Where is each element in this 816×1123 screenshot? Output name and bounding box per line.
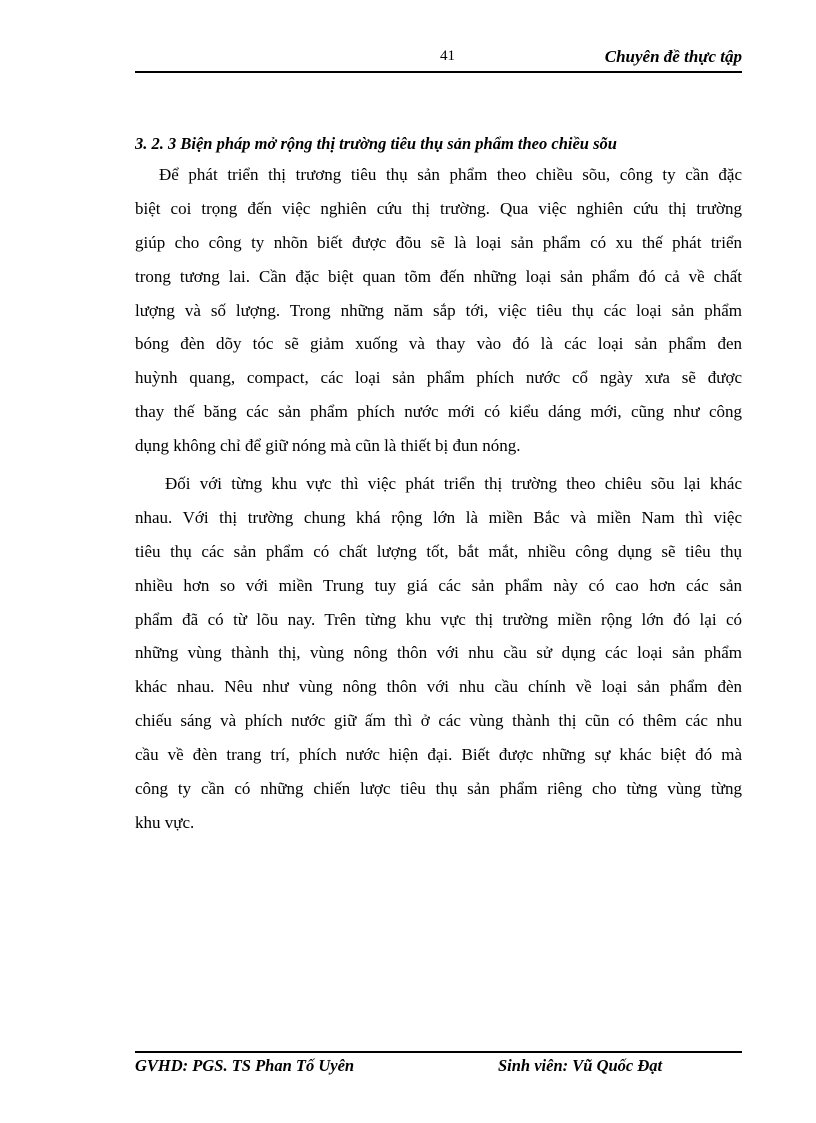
footer-advisor: GVHD: PGS. TS Phan Tố Uyên <box>135 1056 355 1075</box>
text-line: công ty cần có những chiến lược tiêu thụ sản phẩm riêng cho từng vùng từng <box>135 779 742 799</box>
text-line: giúp cho công ty nhõn biết được đõu sẽ là loại sản phẩm có xu thế phát triển <box>135 232 742 252</box>
text-line: nhiều hơn so với miền Trung tuy giá các sản phẩm này có cao hơn các sản <box>135 575 742 595</box>
text-line: trong tương lai. Cần đặc biệt quan tõm đến những loại sản phẩm đó cả về chất <box>135 266 742 286</box>
footer-rule <box>135 1051 742 1053</box>
text-line: phẩm đã có từ lõu nay. Trên từng khu vực thị trường miền rộng lớn đó lại có <box>135 609 742 629</box>
text-line: khác nhau. Nêu như vùng nông thôn với nhu cầu chính về loại sản phẩm đèn <box>135 677 742 697</box>
text-line: thay thế băng các sản phẩm phích nước mới có kiểu dáng mới, cũng như công <box>135 402 742 422</box>
header-title: Chuyên đề thực tập <box>604 47 742 66</box>
page-number: 41 <box>440 48 455 64</box>
header-rule <box>135 71 742 73</box>
text-line: chiếu sáng và phích nước giữ ấm thì ở các vùng thành thị cũn có thêm các nhu <box>135 711 742 731</box>
text-line: dụng không chỉ để giữ nóng mà cũn là thiết bị đun nóng. <box>135 436 521 456</box>
text-line: lượng và số lượng. Trong những năm sắp tới, việc tiêu thụ các loại sản phẩm <box>135 300 742 320</box>
section-heading: 3. 2. 3 Biện pháp mở rộng thị trường tiêu thụ sản phẩm theo chiều sõu <box>135 134 617 153</box>
paragraph-2 <box>135 467 742 840</box>
text-line: những vùng thành thị, vùng nông thôn với nhu cầu sử dụng các loại sản phẩm <box>135 643 742 663</box>
text-line: nhau. Với thị trường chung khá rộng lớn là miền Bắc và miền Nam thì việc <box>135 507 742 527</box>
footer-student: Sinh viên: Vũ Quốc Đạt <box>498 1056 663 1075</box>
text-line: cầu về đèn trang trí, phích nước hiện đại. Biết được những sự khác biệt đó mà <box>135 745 742 765</box>
text-line: bóng đèn dõy tóc sẽ giảm xuống và thay vào đó là các loại sản phẩm đen <box>135 334 742 354</box>
text-line: biệt coi trọng đến việc nghiên cứu thị trường. Qua việc nghiên cứu thị trường <box>135 198 742 218</box>
text-line: khu vực. <box>135 812 195 832</box>
text-line: tiêu thụ các sản phẩm có chất lượng tốt, bắt mắt, nhiều công dụng sẽ tiêu thụ <box>135 541 742 561</box>
text-line: Đối với từng khu vực thì việc phát triển thị trường theo chiêu sõu lại khác <box>165 474 742 494</box>
page-header <box>135 48 742 70</box>
text-line: Để phát triển thị trương tiêu thụ sản phẩm theo chiều sõu, công ty cần đặc <box>159 165 742 184</box>
document-body <box>135 130 742 840</box>
paragraph-1 <box>135 158 742 463</box>
text-line: huỳnh quang, compact, các loại sản phẩm phích nước cổ ngày xưa sẽ được <box>135 368 742 388</box>
